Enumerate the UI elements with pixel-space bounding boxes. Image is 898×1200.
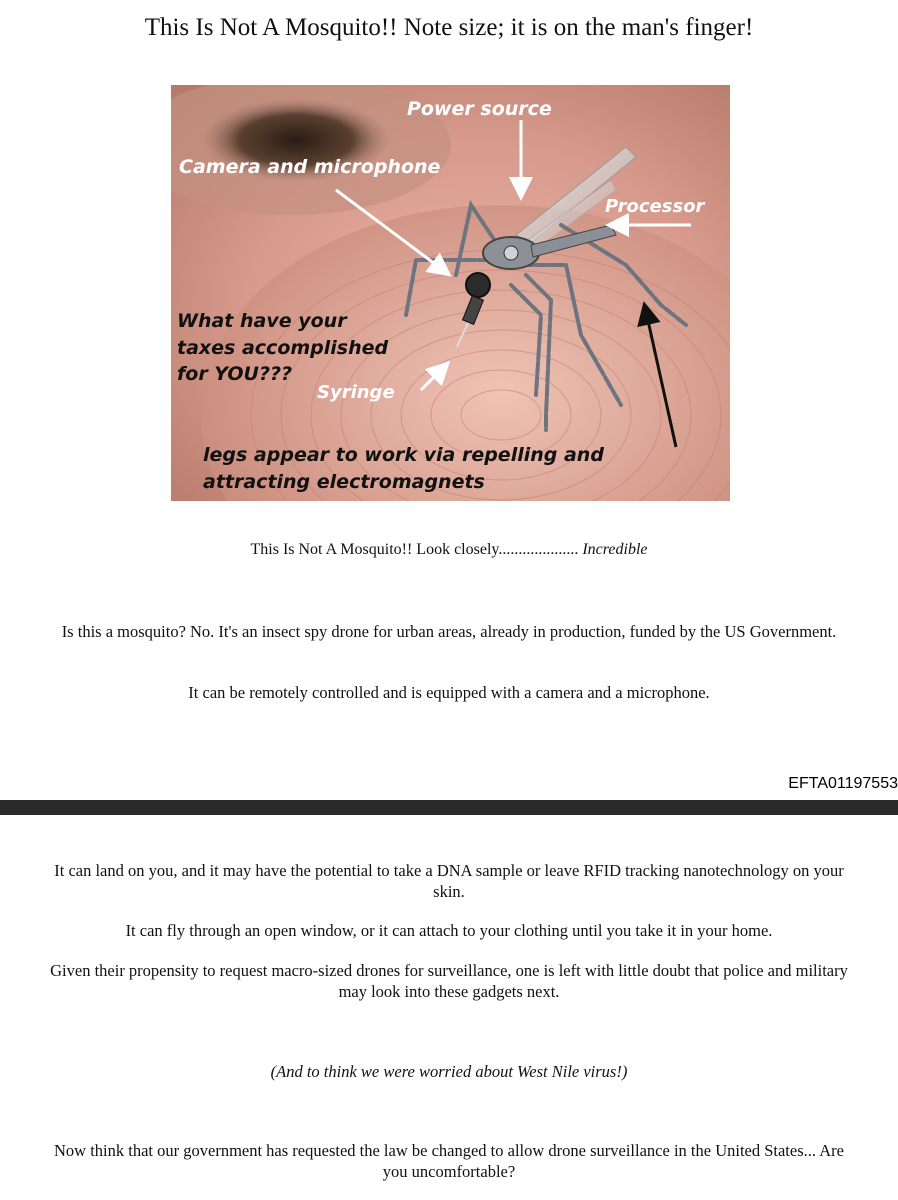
paragraph-open-window: It can fly through an open window, or it can attach to your clothing until you take it in your home. [125, 921, 773, 940]
caption-text: This Is Not A Mosquito!! Look closely.................... [250, 541, 579, 558]
label-taxes-line-1: What have your [177, 310, 347, 332]
label-syringe: Syringe [317, 382, 395, 403]
paragraph-spy-drone: Is this a mosquito? No. It's an insect spy drone for urban areas, already in production, funded by the US Government. [61, 622, 837, 641]
page-break-divider [0, 800, 898, 815]
paragraph-government-law: Now think that our government has requested the law be changed to allow drone surveillance in the United States... Are you uncomfortable? [54, 1141, 844, 1181]
paragraph-remote-control: It can be remotely controlled and is equipped with a camera and a microphone. [188, 683, 710, 702]
label-taxes-line-3: for YOU??? [177, 363, 293, 385]
label-legs-line-1: legs appear to work via repelling and [203, 444, 604, 466]
paragraph-macro-drones: Given their propensity to request macro-sized drones for surveillance, one is left with little doubt that police and military may look into these gadgets next. [50, 961, 848, 1001]
label-taxes-line-2: taxes accomplished [177, 337, 389, 359]
label-camera-and-microphone: Camera and microphone [179, 156, 441, 178]
document-id: EFTA01197553 [788, 775, 898, 792]
image-caption [0, 541, 898, 559]
paragraph-dna-sample: It can land on you, and it may have the potential to take a DNA sample or leave RFID tracking nanotechnology on your skin. [54, 861, 844, 901]
mosquito-drone-photo [171, 85, 730, 501]
page-title: This Is Not A Mosquito!! Note size; it is on the man's finger! [144, 14, 754, 41]
paragraph-west-nile: (And to think we were worried about West Nile virus!) [270, 1062, 628, 1081]
caption-emphasis: Incredible [582, 541, 648, 558]
label-processor: Processor [605, 196, 705, 217]
label-legs-line-2: attracting electromagnets [203, 471, 485, 493]
label-power-source: Power source [407, 98, 552, 120]
